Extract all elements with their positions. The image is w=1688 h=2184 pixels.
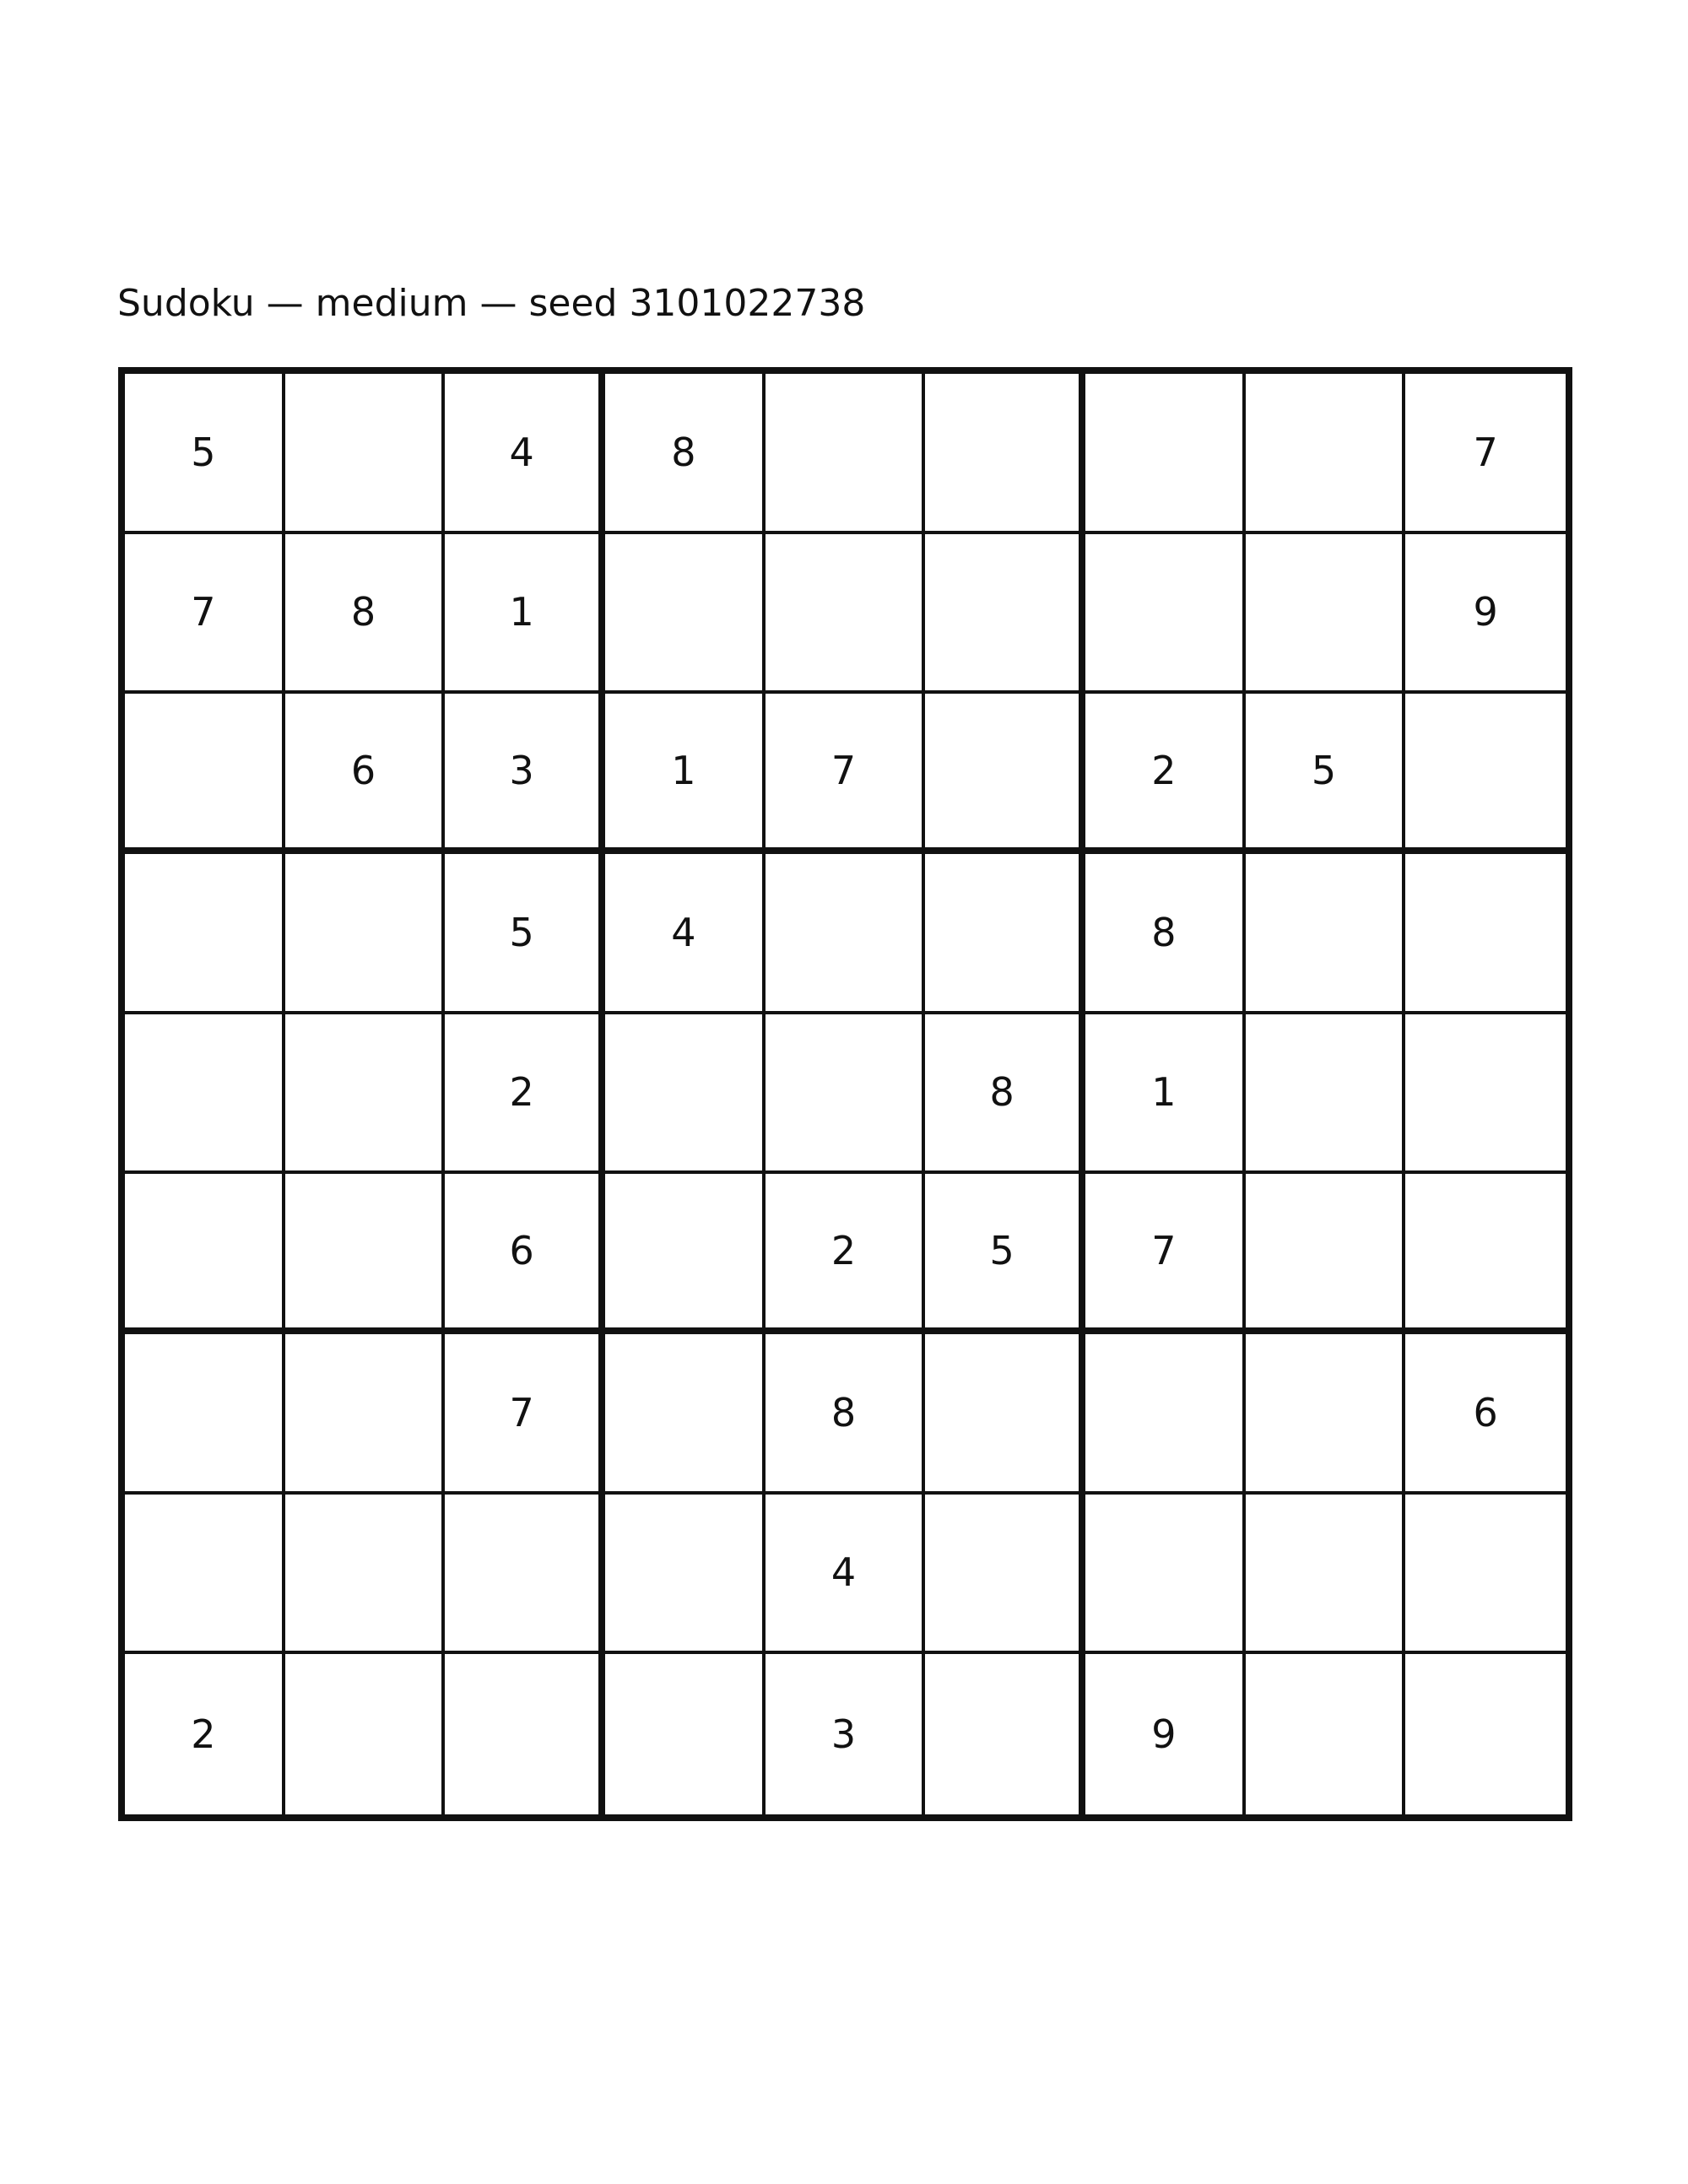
empty-cell[interactable] (1405, 854, 1566, 1014)
empty-cell[interactable] (925, 1334, 1085, 1495)
empty-cell[interactable] (285, 1654, 446, 1814)
empty-cell[interactable] (1246, 534, 1406, 695)
empty-cell[interactable] (1246, 374, 1406, 534)
empty-cell[interactable] (285, 854, 446, 1014)
empty-cell[interactable] (766, 534, 926, 695)
empty-cell[interactable] (285, 1495, 446, 1655)
given-cell: 8 (605, 374, 766, 534)
empty-cell[interactable] (605, 1174, 766, 1334)
empty-cell[interactable] (1246, 1334, 1406, 1495)
empty-cell[interactable] (285, 1014, 446, 1175)
empty-cell[interactable] (1246, 1495, 1406, 1655)
empty-cell[interactable] (1085, 534, 1246, 695)
empty-cell[interactable] (1246, 1014, 1406, 1175)
given-cell: 4 (766, 1495, 926, 1655)
given-cell: 2 (1085, 694, 1246, 854)
empty-cell[interactable] (1246, 854, 1406, 1014)
given-cell: 3 (445, 694, 605, 854)
given-cell: 8 (925, 1014, 1085, 1175)
given-cell: 4 (445, 374, 605, 534)
empty-cell[interactable] (766, 854, 926, 1014)
empty-cell[interactable] (605, 1495, 766, 1655)
empty-cell[interactable] (125, 1014, 285, 1175)
empty-cell[interactable] (1405, 1174, 1566, 1334)
given-cell: 6 (285, 694, 446, 854)
given-cell: 7 (766, 694, 926, 854)
empty-cell[interactable] (925, 1495, 1085, 1655)
given-cell: 5 (925, 1174, 1085, 1334)
empty-cell[interactable] (1405, 1495, 1566, 1655)
puzzle-title: Sudoku — medium — seed 3101022738 (117, 282, 866, 325)
empty-cell[interactable] (285, 1334, 446, 1495)
empty-cell[interactable] (285, 1174, 446, 1334)
empty-cell[interactable] (445, 1654, 605, 1814)
given-cell: 7 (125, 534, 285, 695)
empty-cell[interactable] (445, 1495, 605, 1655)
given-cell: 1 (445, 534, 605, 695)
given-cell: 7 (1085, 1174, 1246, 1334)
empty-cell[interactable] (605, 1654, 766, 1814)
empty-cell[interactable] (605, 534, 766, 695)
empty-cell[interactable] (1085, 374, 1246, 534)
given-cell: 5 (1246, 694, 1406, 854)
empty-cell[interactable] (1405, 1014, 1566, 1175)
empty-cell[interactable] (1085, 1495, 1246, 1655)
empty-cell[interactable] (285, 374, 446, 534)
empty-cell[interactable] (125, 694, 285, 854)
empty-cell[interactable] (925, 1654, 1085, 1814)
empty-cell[interactable] (125, 1174, 285, 1334)
given-cell: 9 (1405, 534, 1566, 695)
given-cell: 2 (125, 1654, 285, 1814)
given-cell: 8 (766, 1334, 926, 1495)
given-cell: 8 (1085, 854, 1246, 1014)
given-cell: 8 (285, 534, 446, 695)
empty-cell[interactable] (766, 374, 926, 534)
given-cell: 6 (445, 1174, 605, 1334)
given-cell: 5 (445, 854, 605, 1014)
empty-cell[interactable] (1085, 1334, 1246, 1495)
sudoku-grid (118, 367, 1572, 1821)
empty-cell[interactable] (925, 534, 1085, 695)
empty-cell[interactable] (605, 1014, 766, 1175)
empty-cell[interactable] (125, 1495, 285, 1655)
empty-cell[interactable] (925, 854, 1085, 1014)
given-cell: 7 (445, 1334, 605, 1495)
empty-cell[interactable] (766, 1014, 926, 1175)
given-cell: 6 (1405, 1334, 1566, 1495)
given-cell: 7 (1405, 374, 1566, 534)
given-cell: 9 (1085, 1654, 1246, 1814)
given-cell: 2 (445, 1014, 605, 1175)
given-cell: 5 (125, 374, 285, 534)
given-cell: 3 (766, 1654, 926, 1814)
empty-cell[interactable] (125, 1334, 285, 1495)
given-cell: 1 (1085, 1014, 1246, 1175)
given-cell: 4 (605, 854, 766, 1014)
given-cell: 2 (766, 1174, 926, 1334)
empty-cell[interactable] (605, 1334, 766, 1495)
empty-cell[interactable] (1246, 1174, 1406, 1334)
empty-cell[interactable] (925, 374, 1085, 534)
empty-cell[interactable] (125, 854, 285, 1014)
given-cell: 1 (605, 694, 766, 854)
empty-cell[interactable] (925, 694, 1085, 854)
empty-cell[interactable] (1405, 1654, 1566, 1814)
empty-cell[interactable] (1246, 1654, 1406, 1814)
empty-cell[interactable] (1405, 694, 1566, 854)
